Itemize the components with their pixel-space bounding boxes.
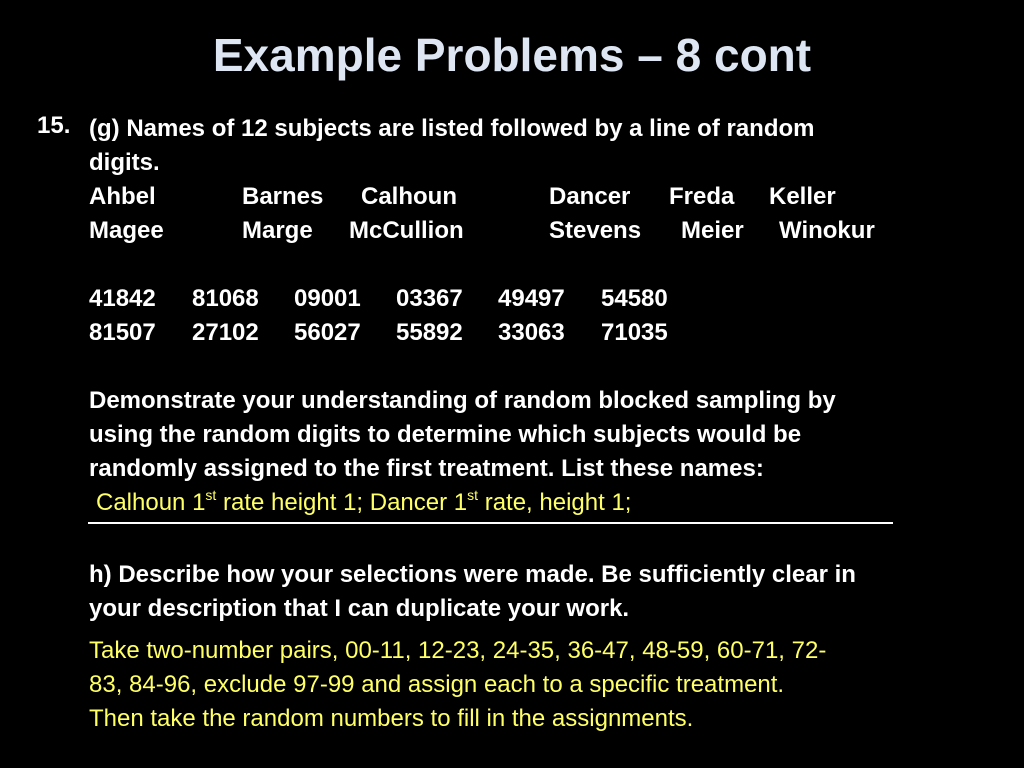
subject-name: Ahbel [89,183,156,210]
random-digits-row [89,282,1019,316]
answer-blank [88,486,893,524]
digit-group: 09001 [294,285,361,312]
explanation-line: Then take the random numbers to fill in the assignments. [89,705,694,732]
digit-group: 56027 [294,319,361,346]
digit-group: 41842 [89,285,156,312]
problem-number: 15. [37,112,71,139]
random-digits-row [89,316,1019,350]
subject-name: McCullion [349,217,464,244]
names-row [89,214,1019,248]
demonstrate-line: randomly assigned to the first treatment. List these names: [89,455,764,482]
demonstrate-line: Demonstrate your understanding of random blocked sampling by [89,387,836,414]
slide-title: Example Problems – 8 cont [212,29,812,81]
problem-content [89,112,1019,736]
demonstrate-line: using the random digits to determine which subjects would be [89,421,802,448]
subject-name: Meier [681,217,744,244]
digit-group: 55892 [396,319,463,346]
intro-line: (g) Names of 12 subjects are listed followed by a line of random [89,115,815,142]
subject-name: Magee [89,217,164,244]
answer-text: Calhoun 1st rate height 1; Dancer 1st rate, height 1; [96,487,632,516]
subject-name: Dancer [549,183,631,210]
intro-line: digits. [89,149,160,176]
digit-group: 81507 [89,319,156,346]
subject-name: Stevens [549,217,642,244]
subject-name: Calhoun [361,183,457,210]
digit-group: 03367 [396,285,463,312]
explanation-line: 83, 84-96, exclude 97-99 and assign each to a specific treatment. [89,671,785,698]
part-h-line: h) Describe how your selections were made. Be sufficiently clear in [89,561,856,588]
digit-group: 27102 [192,319,259,346]
subject-name: Keller [769,183,836,210]
subject-name: Marge [242,217,313,244]
subject-name: Barnes [242,183,324,210]
digit-group: 33063 [498,319,565,346]
explanation [89,634,1019,736]
names-row [89,180,1019,214]
digit-group: 49497 [498,285,565,312]
digit-group: 71035 [601,319,668,346]
digit-group: 54580 [601,285,668,312]
subject-name: Freda [669,183,735,210]
digit-group: 81068 [192,285,259,312]
explanation-line: Take two-number pairs, 00-11, 12-23, 24-35, 36-47, 48-59, 60-71, 72- [89,637,827,664]
subject-name: Winokur [779,217,875,244]
part-h-line: your description that I can duplicate your work. [89,595,630,622]
